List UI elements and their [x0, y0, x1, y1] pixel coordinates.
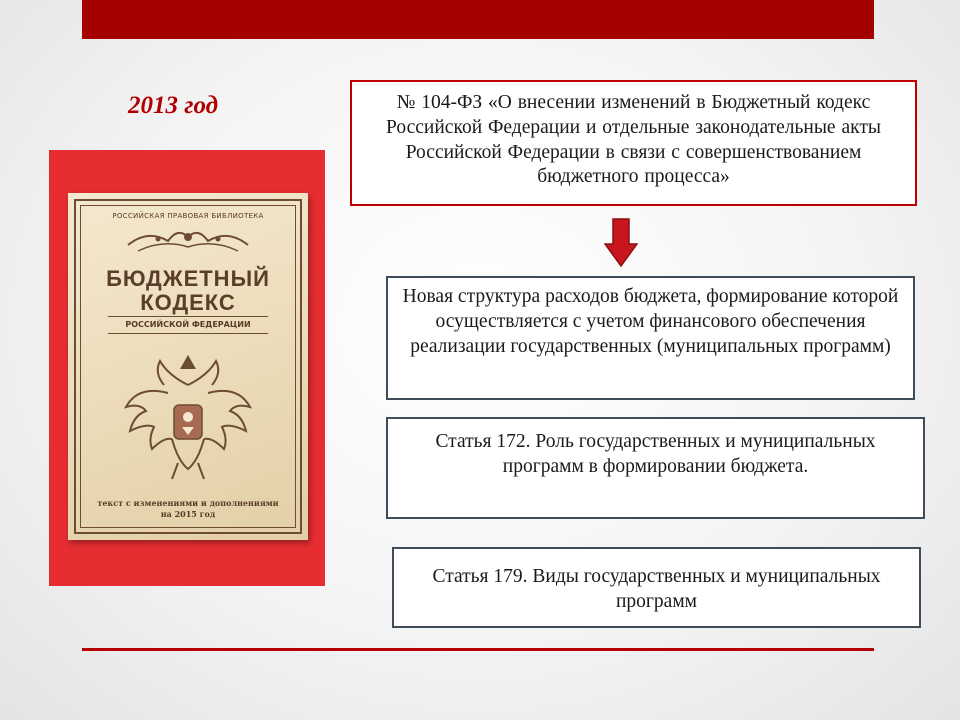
book-series: РОССИЙСКАЯ ПРАВОВАЯ БИБЛИОТЕКА	[112, 212, 264, 220]
ornament-icon	[68, 223, 308, 263]
book-edition-note: текст с изменениями и дополнениями	[97, 498, 279, 508]
book-rule	[108, 333, 268, 334]
article-179-box: Статья 179. Виды государственных и муниципальных программ	[392, 547, 921, 628]
down-arrow-icon	[604, 218, 638, 268]
bottom-accent-line	[82, 648, 874, 651]
book-subtitle: РОССИЙСКОЙ ФЕДЕРАЦИИ	[125, 320, 251, 329]
book-title-line1: БЮДЖЕТНЫЙ	[106, 266, 270, 291]
book-title-line2: КОДЕКС	[140, 290, 236, 315]
top-accent-bar	[82, 0, 874, 39]
book-edition-year: на 2015 год	[160, 509, 216, 519]
budget-code-book-cover	[68, 193, 308, 540]
law-104-fz-box: № 104-ФЗ «О внесении изменений в Бюджетный кодекс Российской Федерации и отдельные законодательные акты Российской Федерации в связи с совершенствованием бюджетного процесса»	[350, 80, 917, 206]
budget-structure-box: Новая структура расходов бюджета, формирование которой осуществляется с учетом финансового обеспечения реализации государственных (муниципальных программ)	[386, 276, 915, 400]
book-rule	[108, 316, 268, 317]
year-heading: 2013 год	[128, 92, 219, 119]
double-headed-eagle-emblem-icon	[68, 345, 308, 485]
article-172-box: Статья 172. Роль государственных и муниципальных программ в формировании бюджета.	[386, 417, 925, 519]
